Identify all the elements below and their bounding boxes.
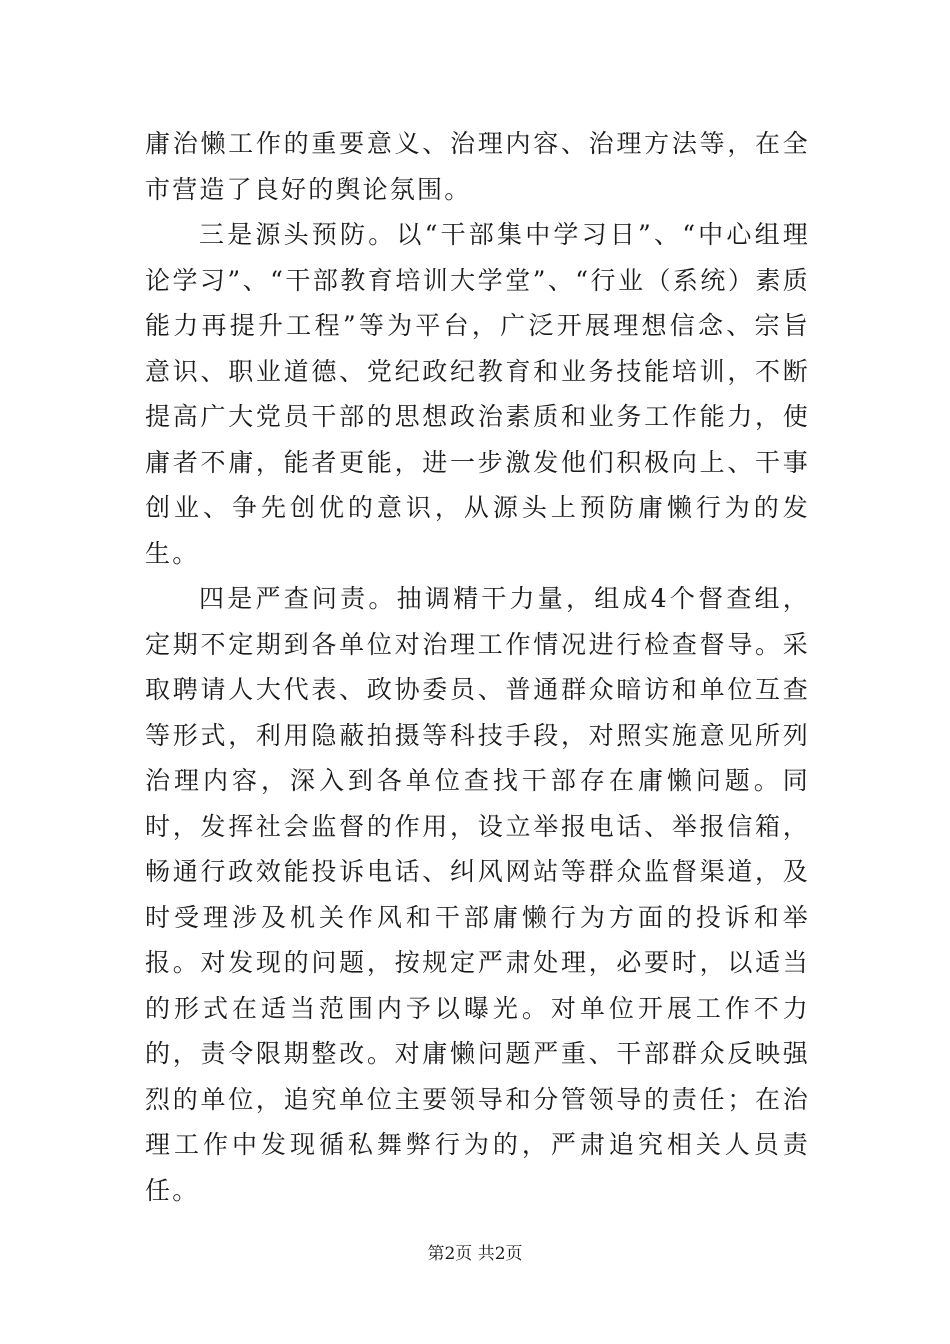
page-footer: 第2页 共2页 [427, 1244, 523, 1264]
paragraph-strict-accountability: 四是严查问责。抽调精干力量，组成4个督查组，定期不定期到各单位对治理工作情况进行检查督导。采取聘请人大代表、政协委员、普通群众暗访和单位互查等形式，利用隐蔽拍摄等科技手段，对照实施意见所列治理内容，深入到各单位查找干部存在庸懒问题。同时，发挥社会监督的作用，设立举报电话、举报信箱，畅通行政效能投诉电话、纠风网站等群众监督渠道，及时受理涉及机关作风和干部庸懒行为方面的投诉和举报。对发现的问题，按规定严肃处理，必要时，以适当的形式在适当范围内予以曝光。对单位开展工作不力的，责令限期整改。对庸懒问题严重、干部群众反映强烈的单位，追究单位主要领导和分管领导的责任；在治理工作中发现循私舞弊行为的，严肃追究相关人员责任。 [145, 584, 810, 1205]
paragraph-source-prevention: 三是源头预防。以“干部集中学习日”、“中心组理论学习”、“干部教育培训大学堂”、“行业（系统）素质能力再提升工程”等为平台，广泛开展理想信念、宗旨意识、职业道德、党纪政纪教育和业务技能培训，不断提高广大党员干部的思想政治素质和业务工作能力，使庸者不庸，能者更能，进一步激发他们积极向上、干事创业、争先创优的意识，从源头上预防庸懒行为的发生。 [145, 220, 810, 568]
paragraph-continuation: 庸治懒工作的重要意义、治理内容、治理方法等，在全市营造了良好的舆论氛围。 [145, 129, 810, 204]
document-body [145, 121, 810, 1213]
